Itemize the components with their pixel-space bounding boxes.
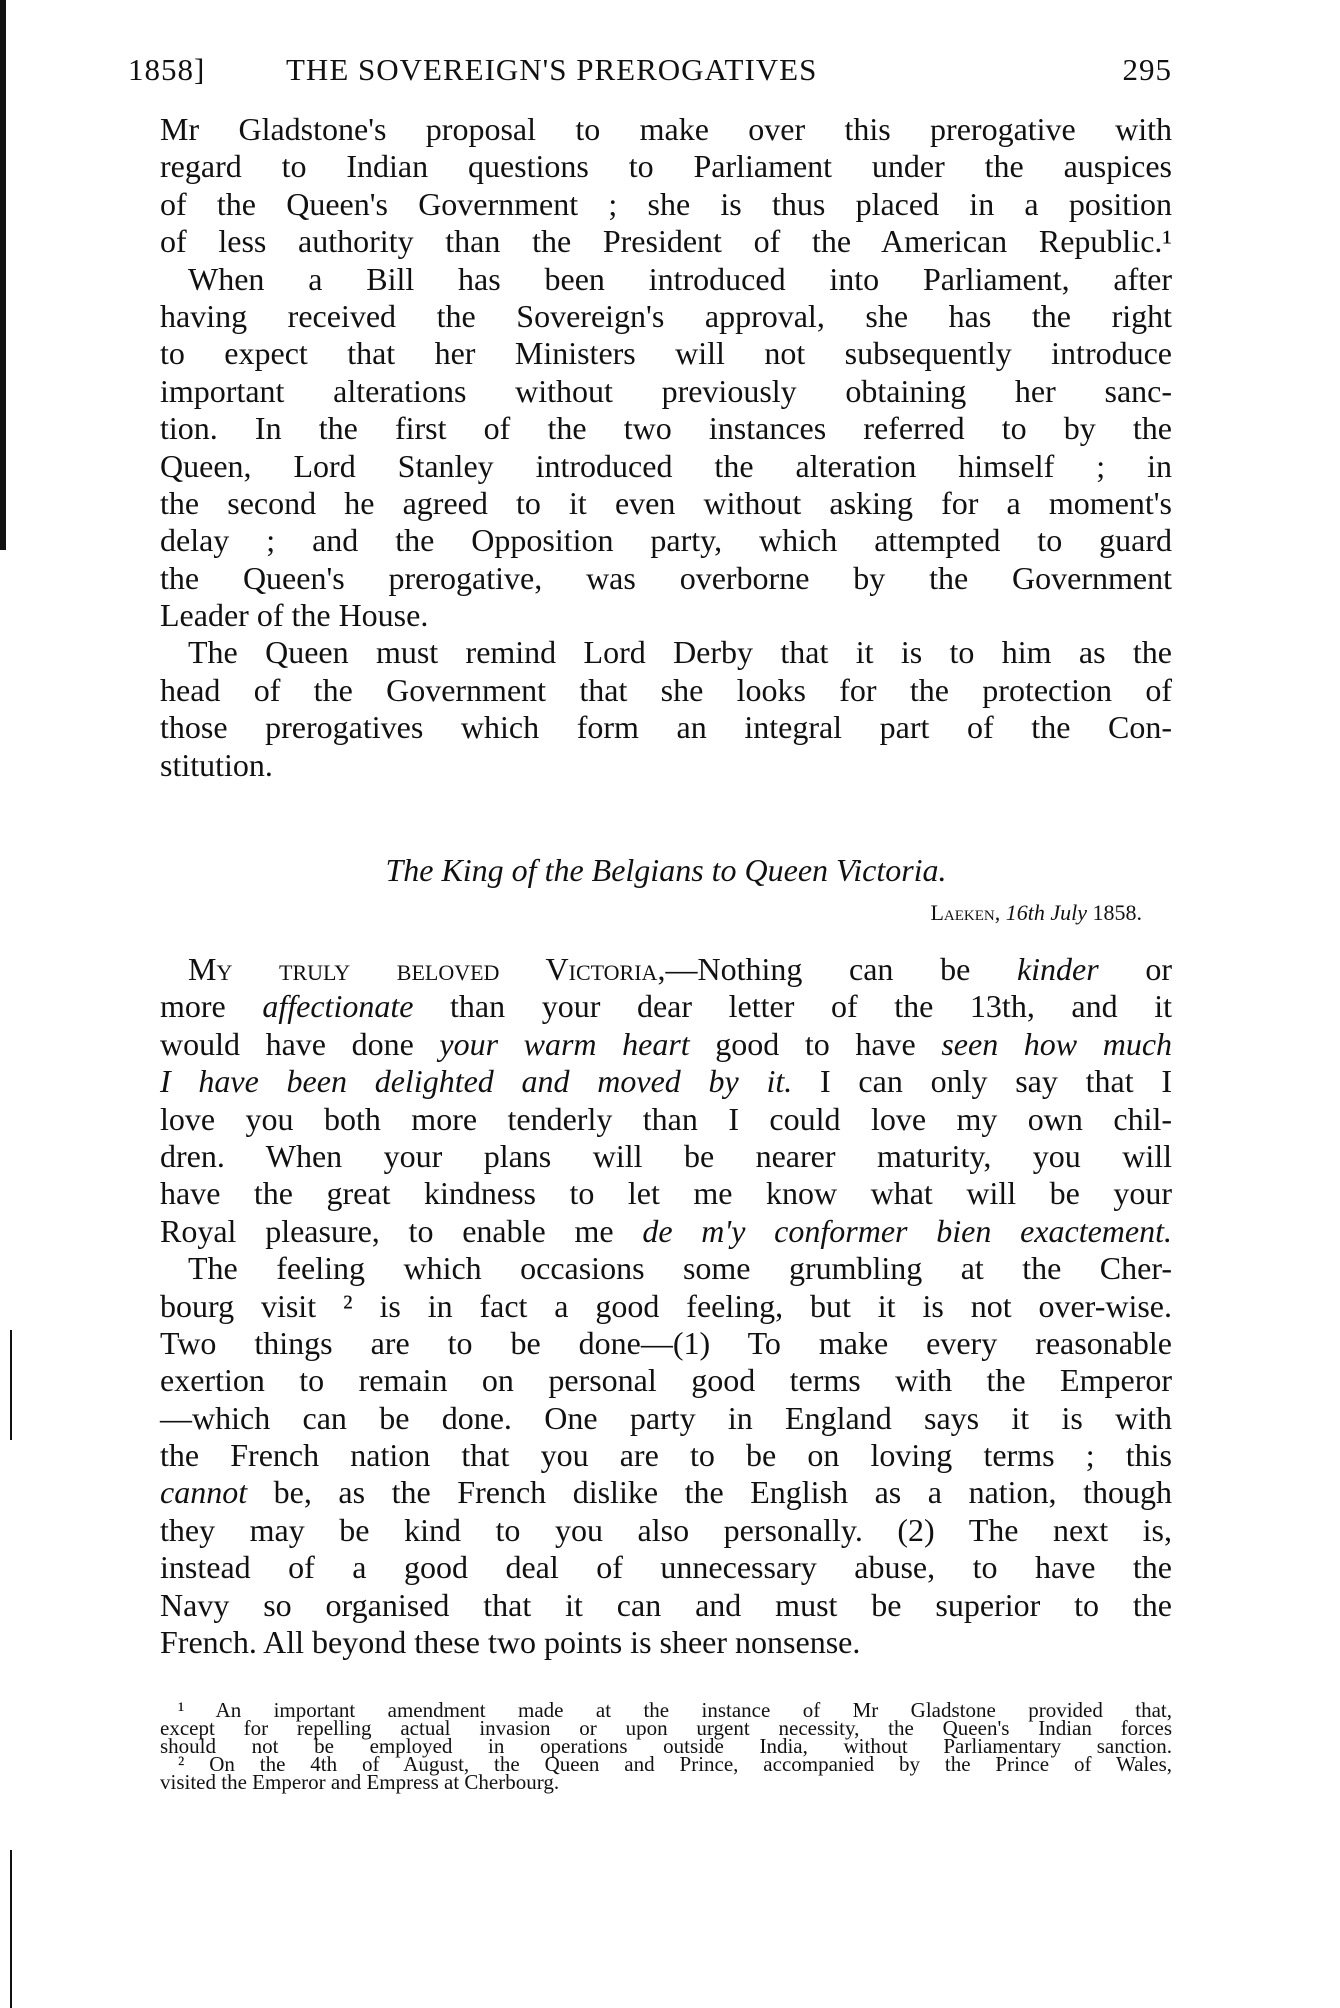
text-line: [160, 560, 1172, 597]
body-text-top: [160, 111, 1172, 784]
italic-text: kinder: [1016, 951, 1099, 987]
text-run: The Queen must remind Lord Derby that it is to him as the: [188, 634, 1172, 671]
text-run: of the Queen's Government ; she is thus placed in a position: [160, 185, 1172, 222]
letter-title: The King of the Belgians to Queen Victoria.: [385, 852, 947, 888]
text-run: Two things are to be done—(1) To make every reasonable: [160, 1324, 1172, 1361]
text-line: [160, 186, 1172, 223]
text-line: [160, 1362, 1172, 1399]
text-run: good to have: [689, 1025, 942, 1062]
text-line: [160, 1474, 1172, 1511]
text-run: stitution.: [160, 746, 273, 783]
text-run: bourg visit ² is in fact a good feeling, but it is not over-wise.: [160, 1287, 1172, 1324]
text-run: the second he agreed to it even without asking for a moment's: [160, 484, 1172, 521]
text-line: [160, 1400, 1172, 1437]
text-line: [160, 672, 1172, 709]
margin-mark: [10, 1330, 12, 1440]
text-run: to expect that her Ministers will not subsequently introduce: [160, 335, 1172, 372]
text-line: [160, 1288, 1172, 1325]
text-run: those prerogatives which form an integral part of the Con-: [160, 709, 1172, 746]
text-line: [160, 709, 1172, 746]
text-line: [160, 1250, 1172, 1287]
text-line: [160, 1175, 1172, 1212]
text-run: ¹ An important amendment made at the instance of Mr Gladstone provided that,: [178, 1698, 1172, 1722]
text-line: [160, 1101, 1172, 1138]
margin-mark: [10, 1850, 12, 2008]
text-line: [160, 951, 1172, 988]
text-line: [160, 1587, 1172, 1624]
text-line: [160, 261, 1172, 298]
italic-text: cannot: [160, 1474, 248, 1511]
text-line: [160, 335, 1172, 372]
text-run: Navy so organised that it can and must be superior to the: [160, 1586, 1172, 1623]
running-header: [128, 52, 1172, 92]
text-run: or: [1098, 951, 1173, 987]
text-run: —which can be done. One party in England says it is with: [160, 1399, 1172, 1436]
text-run: delay ; and the Opposition party, which attempted to guard: [160, 522, 1172, 559]
text-run: than your dear letter of the 13th, and it: [413, 988, 1173, 1025]
text-line: [160, 597, 1172, 634]
text-line: [160, 148, 1172, 185]
italic-text: de m'y conformer bien exactement.: [642, 1212, 1173, 1249]
text-run: tion. In the first of the two instances referred to by the: [160, 410, 1172, 447]
text-run: visited the Emperor and Empress at Cherbourg.: [160, 1770, 560, 1794]
letter-body: [160, 951, 1172, 1661]
header-year: 1858]: [128, 52, 206, 87]
text-run: would have done: [160, 1025, 440, 1062]
text-run: I can only say that I: [792, 1063, 1173, 1100]
text-run: The feeling which occasions some grumbling at the Cher-: [188, 1250, 1172, 1287]
text-run: regard to Indian questions to Parliament under the auspices: [160, 148, 1172, 185]
text-run: having received the Sovereign's approval, she has the right: [160, 297, 1172, 334]
text-line: [160, 1026, 1172, 1063]
page-number: 295: [1122, 52, 1172, 87]
letter-dateline: Laeken, 16th July 1858.: [930, 900, 1142, 925]
text-line: [160, 485, 1172, 522]
letter-year: 1858.: [1092, 900, 1142, 925]
text-line: [160, 298, 1172, 335]
text-run: they may be kind to you also personally. (2) The next is,: [160, 1511, 1172, 1548]
text-line: [160, 1624, 1172, 1661]
small-caps-text: My truly beloved: [188, 951, 500, 987]
text-run: the French nation that you are to be on loving terms ; this: [160, 1437, 1172, 1474]
text-line: [160, 1512, 1172, 1549]
text-run: except for repelling actual invasion or upon urgent necessity, the Queen's Indian forces: [160, 1716, 1172, 1740]
text-line: [160, 1138, 1172, 1175]
italic-text: affectionate: [262, 988, 414, 1025]
text-line: [160, 988, 1172, 1025]
text-run: have the great kindness to let me know what will be your: [160, 1175, 1172, 1212]
italic-text: seen how much: [941, 1025, 1173, 1062]
text-run: When a Bill has been introduced into Parliament, after: [188, 260, 1172, 297]
text-line: [160, 522, 1172, 559]
text-line: [160, 410, 1172, 447]
text-line: [160, 1325, 1172, 1362]
text-line: [160, 1213, 1172, 1250]
text-line: [160, 223, 1172, 260]
text-line: [160, 1063, 1172, 1100]
text-run: exertion to remain on personal good terms with the Emperor: [160, 1362, 1172, 1399]
text-run: Queen, Lord Stanley introduced the alteration himself ; in: [160, 447, 1172, 484]
letter-day: 16th: [1005, 900, 1045, 925]
text-run: Royal pleasure, to enable me: [160, 1212, 643, 1249]
letter-month: July: [1050, 900, 1087, 925]
text-run: head of the Government that she looks for the protection of: [160, 671, 1172, 708]
text-run: of less authority than the President of the American Republic.¹: [160, 223, 1172, 260]
text-run: be, as the French dislike the English as a nation, though: [247, 1474, 1172, 1511]
text-line: [160, 111, 1172, 148]
text-run: the Queen's prerogative, was overborne by the Government: [160, 559, 1172, 596]
text-run: Leader of the House.: [160, 597, 429, 634]
text-line: [160, 747, 1172, 784]
text-run: French. All beyond these two points is sheer nonsense.: [160, 1624, 861, 1661]
footnotes: [160, 1698, 1172, 1794]
text-line: [160, 373, 1172, 410]
text-run: instead of a good deal of unnecessary abuse, to have the: [160, 1549, 1172, 1586]
text-line: [160, 1549, 1172, 1586]
text-line: [160, 634, 1172, 671]
text-run: ² On the 4th of August, the Queen and Prince, accompanied by the Prince of Wales,: [178, 1752, 1172, 1776]
italic-text: I have been delighted and moved by it.: [160, 1063, 793, 1100]
text-run: —Nothing can be: [665, 951, 1017, 987]
text-run: dren. When your plans will be nearer maturity, you will: [160, 1137, 1172, 1174]
text-run: more: [160, 988, 263, 1025]
binding-edge-mark: [0, 0, 6, 550]
header-title: THE SOVEREIGN'S PREROGATIVES: [286, 52, 818, 87]
text-line: [160, 1437, 1172, 1474]
italic-text: your warm heart: [439, 1025, 690, 1062]
text-run: should not be employed in operations outside India, without Parliamentary sanction.: [160, 1734, 1172, 1758]
text-run: Mr Gladstone's proposal to make over this prerogative with: [160, 111, 1172, 147]
text-line: [160, 448, 1172, 485]
text-run: important alterations without previously obtaining her sanc-: [160, 372, 1172, 409]
small-caps-text: Victoria,: [499, 951, 666, 987]
letter-place: Laeken: [930, 900, 995, 925]
text-run: love you both more tenderly than I could love my own chil-: [160, 1100, 1172, 1137]
